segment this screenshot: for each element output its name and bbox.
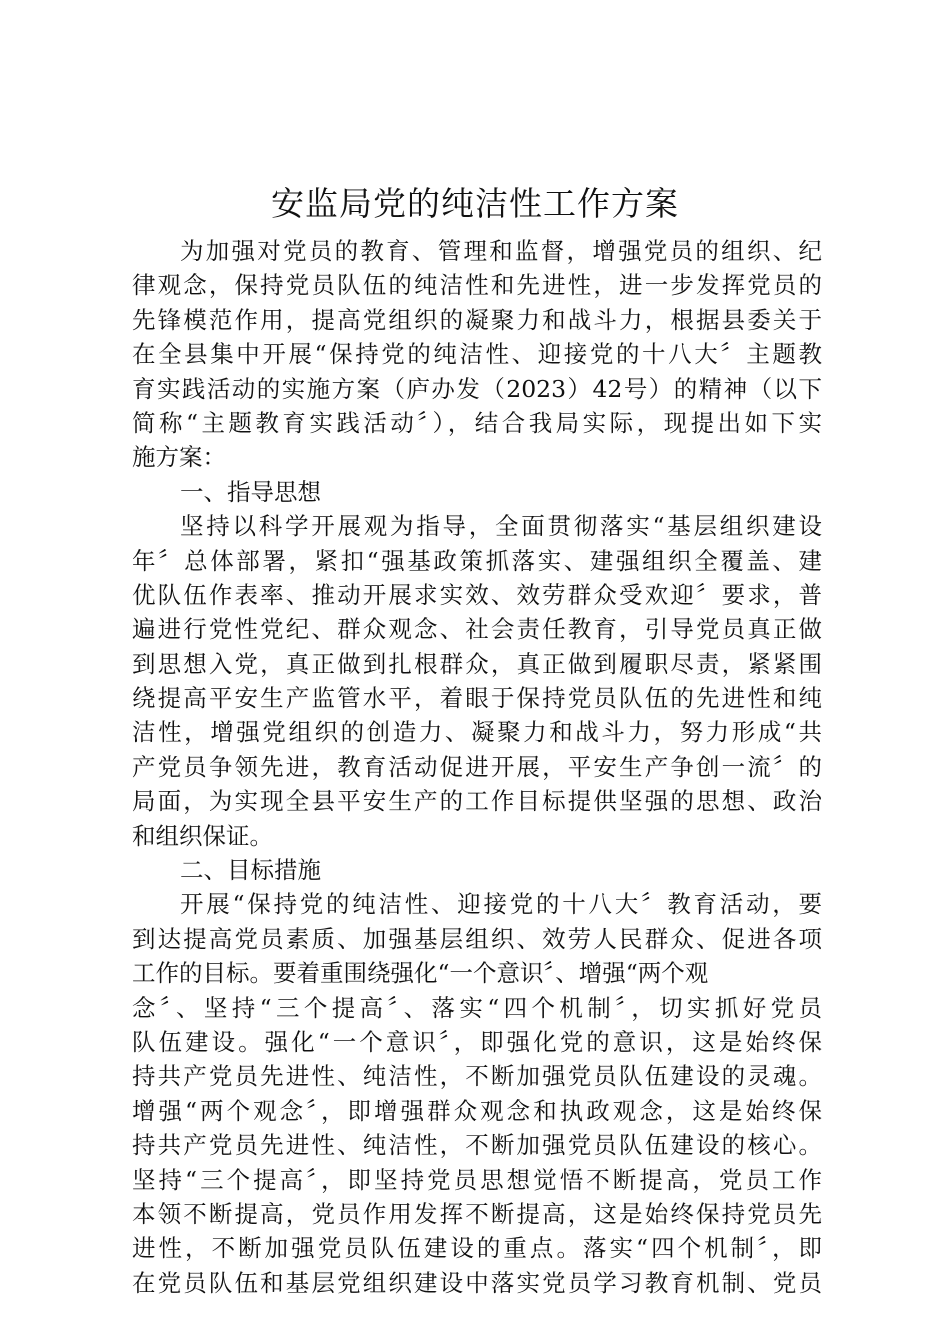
text-line: 在党员队伍和基层党组织建设中落实党员学习教育机制、党员 — [132, 1268, 822, 1297]
text-line: 和组织保证。 — [132, 821, 273, 850]
text-line: 到思想入党，真正做到扎根群众，真正做到履职尽责，紧紧围 — [132, 649, 822, 678]
text-line: 遍进行党性党纪、群众观念、社会责任教育，引导党员真正做 — [132, 615, 822, 644]
text-line: 增强“两个观念〞，即增强群众观念和执政观念，这是始终保 — [132, 1096, 822, 1125]
text-line: 念〞、坚持“三个提高〞、落实“四个机制〞，切实抓好党员 — [132, 993, 822, 1022]
text-line: 到达提高党员素质、加强基层组织、效劳人民群众、促进各项 — [132, 924, 822, 953]
text-line: 二、目标措施 — [180, 856, 321, 885]
document-body — [132, 234, 822, 1300]
text-line: 产党员争领先进，教育活动促进开展，平安生产争创一流〞的 — [132, 752, 822, 781]
text-line: 洁性，增强党组织的创造力、凝聚力和战斗力，努力形成“共 — [132, 718, 822, 747]
text-line: 育实践活动的实施方案（庐办发（2023）42号）的精神（以下 — [132, 374, 822, 403]
text-line: 为加强对党员的教育、管理和监督，增强党员的组织、纪 — [180, 237, 822, 265]
text-line: 本领不断提高，党员作用发挥不断提高，这是始终保持党员先 — [132, 1199, 822, 1228]
text-line: 简称“主题教育实践活动〞），结合我局实际，现提出如下实 — [132, 408, 822, 437]
text-line: 开展“保持党的纯洁性、迎接党的十八大〞教育活动，要 — [180, 890, 822, 919]
text-line: 先锋模范作用，提高党组织的凝聚力和战斗力，根据县委关于 — [132, 305, 822, 334]
text-line: 一、指导思想 — [180, 477, 321, 506]
text-line: 进性，不断加强党员队伍建设的重点。落实“四个机制〞，即 — [132, 1234, 822, 1263]
text-line: 持共产党员先进性、纯洁性，不断加强党员队伍建设的灵魂。 — [132, 1062, 822, 1091]
text-line: 坚持以科学开展观为指导，全面贯彻落实“基层组织建设 — [180, 512, 822, 541]
text-line: 工作的目标。要着重围绕强化“一个意识〞、增强“两个观 — [132, 959, 709, 988]
text-line: 局面，为实现全县平安生产的工作目标提供坚强的思想、政治 — [132, 787, 822, 816]
text-line: 在全县集中开展“保持党的纯洁性、迎接党的十八大〞主题教 — [132, 340, 822, 369]
document-title: 安监局党的纯洁性工作方案 — [271, 184, 679, 223]
text-line: 律观念，保持党员队伍的纯洁性和先进性，进一步发挥党员的 — [132, 271, 822, 300]
text-line: 坚持“三个提高〞，即坚持党员思想觉悟不断提高，党员工作 — [132, 1165, 822, 1194]
text-line: 施方案： — [132, 443, 226, 472]
text-line: 绕提高平安生产监管水平，着眼于保持党员队伍的先进性和纯 — [132, 684, 822, 713]
text-line: 持共产党员先进性、纯洁性，不断加强党员队伍建设的核心。 — [132, 1131, 822, 1160]
text-line: 年〞总体部署，紧扣“强基政策抓落实、建强组织全覆盖、建 — [132, 546, 822, 575]
text-line: 队伍建设。强化“一个意识〞，即强化党的意识，这是始终保 — [132, 1027, 822, 1056]
text-line: 优队伍作表率、推动开展求实效、效劳群众受欢迎〞要求，普 — [132, 580, 822, 609]
